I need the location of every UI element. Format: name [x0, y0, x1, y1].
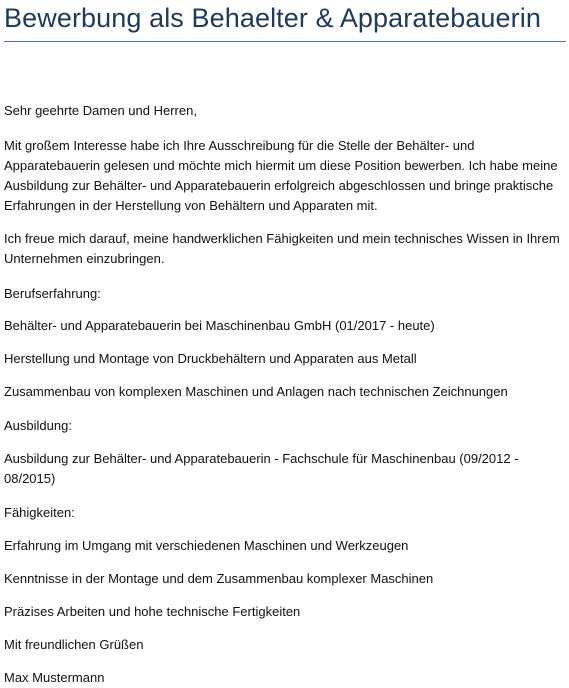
signature-name: Max Mustermann — [4, 670, 105, 685]
title-divider — [4, 41, 566, 42]
intro-paragraph: Mit großem Interesse habe ich Ihre Ausschreibung für die Stelle der Behälter- und Apparatebauerin gelesen und möchte mich hiermit um diese Position bewerben. Ich habe meine Ausbildung zur Behälter- und Apparatebauerin erfolgreich abgeschlossen und bringe praktische Erfahrungen in der Herstellung von Behältern und Apparaten mit. — [4, 138, 558, 213]
experience-item-2: Herstellung und Montage von Druckbehältern und Apparaten aus Metall — [4, 351, 417, 366]
salutation: Sehr geehrte Damen und Herren, — [4, 103, 197, 118]
experience-item-1: Behälter- und Apparatebauerin bei Maschinenbau GmbH (01/2017 - heute) — [4, 318, 435, 333]
education-item-1: Ausbildung zur Behälter- und Apparatebauerin - Fachschule für Maschinenbau (09/2012 - 08/2015) — [4, 451, 519, 486]
motivation-paragraph: Ich freue mich darauf, meine handwerklichen Fähigkeiten und mein technisches Wissen in Ihrem Unternehmen einzubringen. — [4, 231, 560, 266]
experience-heading: Berufserfahrung: — [4, 286, 101, 301]
document-title: Bewerbung als Behaelter & Apparatebauerin — [4, 3, 541, 33]
skills-item-1: Erfahrung im Umgang mit verschiedenen Maschinen und Werkzeugen — [4, 538, 409, 553]
closing: Mit freundlichen Grüßen — [4, 637, 144, 652]
experience-item-3: Zusammenbau von komplexen Maschinen und Anlagen nach technischen Zeichnungen — [4, 384, 508, 399]
skills-item-3: Präzises Arbeiten und hohe technische Fertigkeiten — [4, 604, 301, 619]
skills-heading: Fähigkeiten: — [4, 505, 75, 520]
education-heading: Ausbildung: — [4, 418, 72, 433]
skills-item-2: Kenntnisse in der Montage und dem Zusammenbau komplexer Maschinen — [4, 571, 434, 586]
